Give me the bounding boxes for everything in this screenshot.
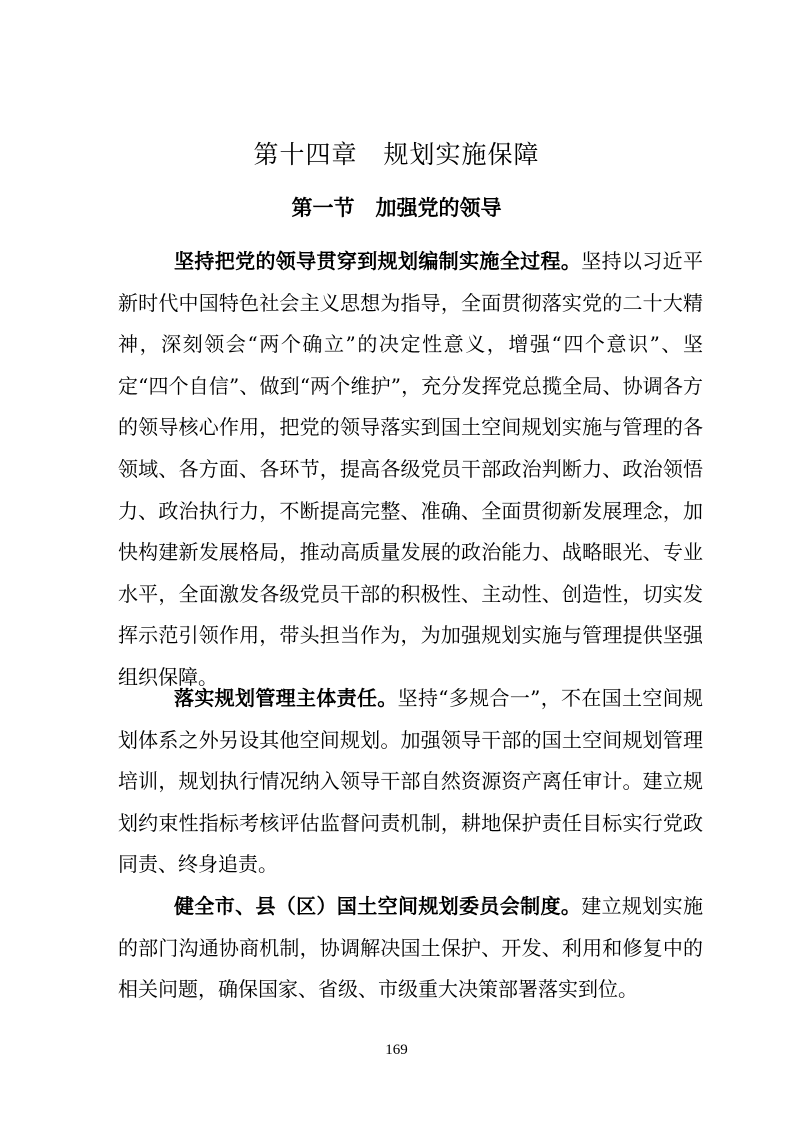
paragraph-lead: 坚持把党的领导贯穿到规划编制实施全过程。 xyxy=(174,249,582,273)
paragraph-body: 坚持以习近平新时代中国特色社会主义思想为指导，全面贯彻落实党的二十大精神，深刻领会“两个确立”的决定性意义，增强“四个意识”、坚定“四个自信”、做到“两个维护”，充分发挥党总揽全局、协调各方的领导核心作用，把党的领导落实到国土空间规划实施与管理的各领域、各方面、各环节，提高各级党员干部政治判断力、政治领悟力、政治执行力，不断提高完整、准确、全面贯彻新发展理念，加快构建新发展格局，推动高质量发展的政治能力、战略眼光、专业水平，全面激发各级党员干部的积极性、主动性、创造性，切实发挥示范引领作用，带头担当作为，为加强规划实施与管理提供坚强组织保障。 xyxy=(118,249,704,689)
section-title: 第一节 加强党的领导 xyxy=(291,196,502,220)
paragraph-party-leadership xyxy=(118,241,703,699)
paragraph-planning-committee xyxy=(118,886,703,1011)
paragraph-lead: 落实规划管理主体责任。 xyxy=(174,686,398,710)
chapter-title: 第十四章 规划实施保障 xyxy=(253,140,540,169)
paragraph-management-responsibility xyxy=(118,678,703,886)
paragraph-body: 建立规划实施的部门沟通协商机制，协调解决国土保护、开发、利用和修复中的相关问题，确保国家、省级、市级重大决策部署落实到位。 xyxy=(118,894,704,1002)
paragraph-body: 坚持“多规合一”，不在国土空间规划体系之外另设其他空间规划。加强领导干部的国土空间规划管理培训，规划执行情况纳入领导干部自然资源资产离任审计。建立规划约束性指标考核评估监督问责机制，耕地保护责任目标实行党政同责、终身追责。 xyxy=(118,686,704,877)
paragraph-lead: 健全市、县（区）国土空间规划委员会制度。 xyxy=(174,894,582,918)
page-number: 169 xyxy=(385,1042,408,1058)
